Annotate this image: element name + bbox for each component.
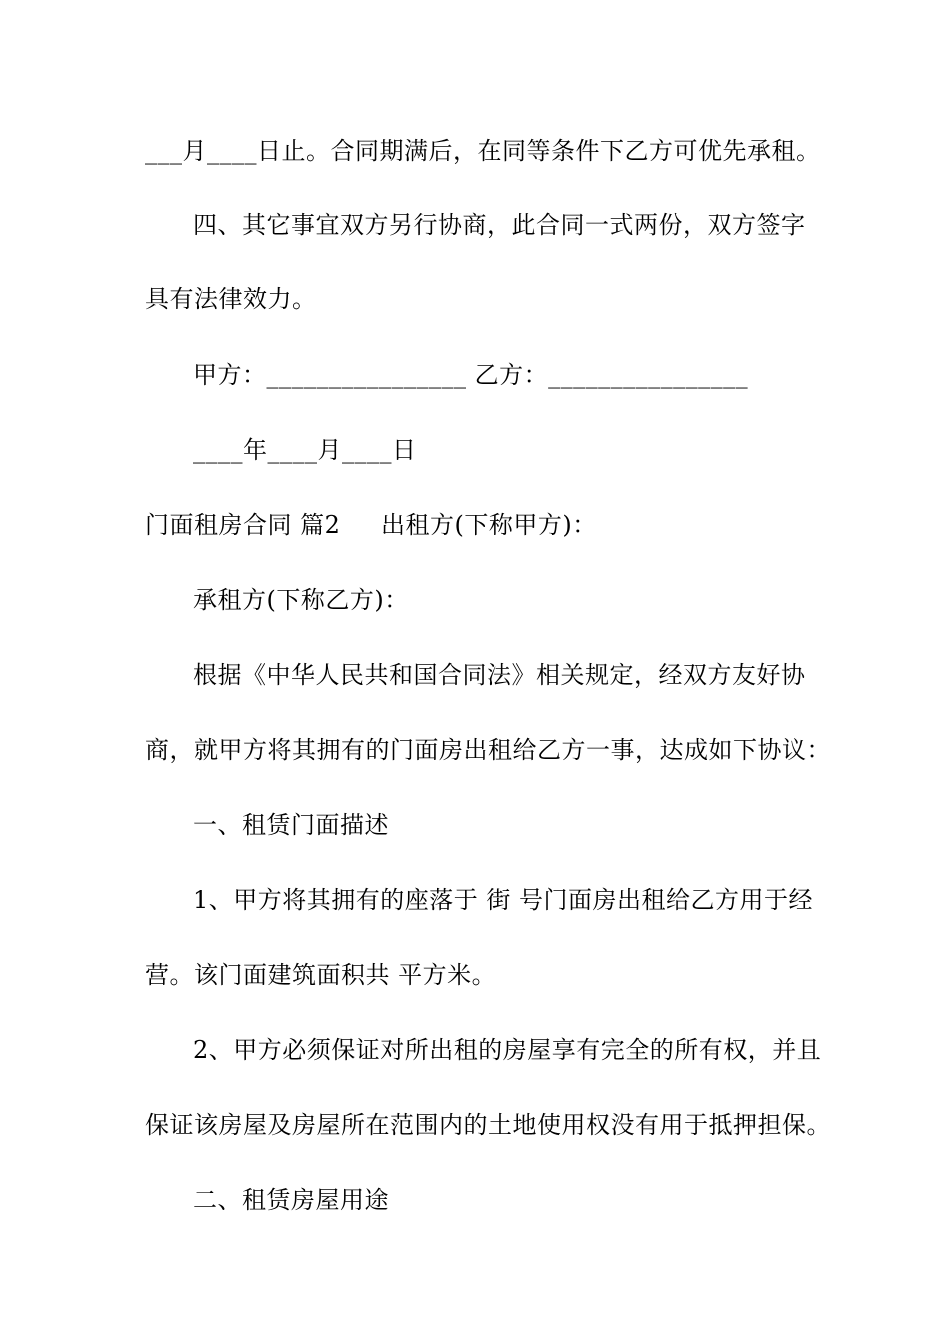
text-line-other-matters: 四、其它事宜双方另行协商，此合同一式两份，双方签字	[193, 211, 806, 239]
text-line-basis: 根据《中华人民共和国合同法》相关规定，经双方友好协	[193, 661, 806, 689]
text-line-term-end: ___月____日止。合同期满后，在同等条件下乙方可优先承租。	[145, 137, 821, 165]
text-line-legal-effect: 具有法律效力。	[145, 285, 317, 313]
text-line-item-2b: 保证该房屋及房屋所在范围内的土地使用权没有用于抵押担保。	[145, 1111, 831, 1139]
text-line-agreement: 商，就甲方将其拥有的门面房出租给乙方一事，达成如下协议：	[145, 736, 831, 764]
section-title-contract-2: 门面租房合同 篇2 出租方(下称甲方)：	[145, 511, 597, 539]
signature-date-line: ____年____月____日	[193, 436, 417, 464]
heading-lease-description: 一、租赁门面描述	[193, 811, 389, 839]
text-line-lessee: 承租方(下称乙方)：	[193, 586, 409, 614]
text-line-item-1a: 1、甲方将其拥有的座落于 街 号门面房出租给乙方用于经	[193, 886, 814, 914]
text-line-item-1b: 营。该门面建筑面积共 平方米。	[145, 961, 497, 989]
heading-lease-usage: 二、租赁房屋用途	[193, 1186, 389, 1214]
signature-parties-line: 甲方：________________ 乙方：________________	[193, 361, 749, 389]
text-line-item-2a: 2、甲方必须保证对所出租的房屋享有完全的所有权，并且	[193, 1036, 822, 1064]
